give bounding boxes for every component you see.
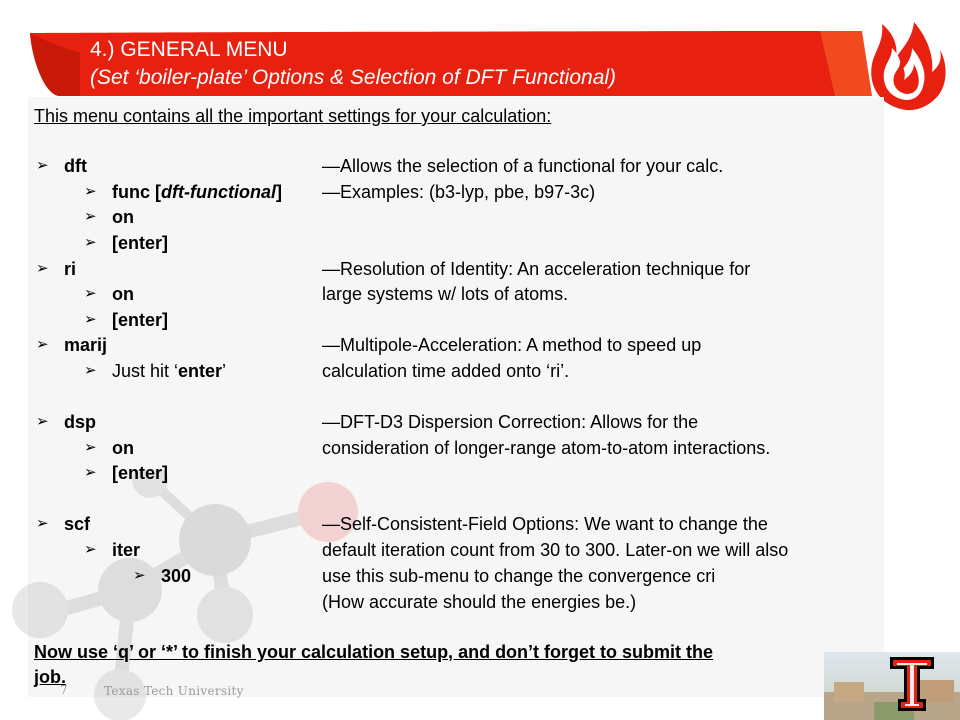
bullet-icon: ➢ <box>84 464 97 481</box>
dft-label: dft <box>64 156 87 176</box>
scf-desc2: default iteration count from 30 to 300. Later-on we will also <box>322 540 789 560</box>
bullet-icon: ➢ <box>84 234 97 251</box>
bullet-icon: ➢ <box>36 413 49 430</box>
dft-desc: —Allows the selection of a functional for your calc. <box>322 156 724 176</box>
scf-label: scf <box>64 514 91 534</box>
dsp-enter-label: [enter] <box>112 463 169 483</box>
ri-label: ri <box>64 259 77 279</box>
marij-label: marij <box>64 335 108 355</box>
bullet-icon: ➢ <box>84 183 97 200</box>
slide-title: 4.) GENERAL MENU <box>90 38 288 61</box>
scf-desc3: use this sub-menu to change the convergence cri <box>322 566 716 586</box>
bullet-icon: ➢ <box>36 260 49 277</box>
bullet-icon: ➢ <box>84 311 97 328</box>
dft-enter-label: [enter] <box>112 233 169 253</box>
footer-university: Texas Tech University <box>104 684 244 698</box>
dsp-desc2: consideration of longer-range atom-to-atom interactions. <box>322 438 771 458</box>
bullet-icon: ➢ <box>84 285 97 302</box>
bullet-icon: ➢ <box>36 336 49 353</box>
slide-subtitle: (Set ‘boiler-plate’ Options & Selection of DFT Functional) <box>90 66 617 89</box>
dsp-on-label: on <box>112 438 134 458</box>
ri-desc: —Resolution of Identity: An acceleration technique for <box>322 259 751 279</box>
bullet-icon: ➢ <box>84 208 97 225</box>
scf-desc4: (How accurate should the energies be.) <box>322 592 637 612</box>
marij-sub-label: Just hit ‘enter’ <box>112 361 227 381</box>
bullet-icon: ➢ <box>36 157 49 174</box>
ri-enter-label: [enter] <box>112 310 169 330</box>
bullet-icon: ➢ <box>84 362 97 379</box>
ri-on-label: on <box>112 284 134 304</box>
intro-text: This menu contains all the important settings for your calculation: <box>34 106 552 126</box>
title-banner <box>0 0 960 100</box>
closing-line-1: Now use ‘q’ or ‘*’ to finish your calculation setup, and don’t forget to submit the <box>34 642 714 662</box>
bullet-icon: ➢ <box>133 567 146 584</box>
double-t-logo-icon <box>888 655 936 713</box>
dsp-desc: —DFT-D3 Dispersion Correction: Allows for the <box>322 412 699 432</box>
func-desc: —Examples: (b3-lyp, pbe, b97-3c) <box>322 182 596 202</box>
ri-desc2: large systems w/ lots of atoms. <box>322 284 569 304</box>
closing-line-2: job. <box>34 667 66 687</box>
page-number: 7 <box>60 683 68 697</box>
scf-desc: —Self-Consistent-Field Options: We want to change the <box>322 514 768 534</box>
marij-desc: —Multipole-Acceleration: A method to speed up <box>322 335 702 355</box>
iter-label: iter <box>112 540 141 560</box>
dft-on-label: on <box>112 207 134 227</box>
bullet-icon: ➢ <box>36 515 49 532</box>
bullet-icon: ➢ <box>84 541 97 558</box>
bullet-icon: ➢ <box>84 439 97 456</box>
func-label: func [dft-functional] <box>112 182 282 202</box>
iter-value: 300 <box>161 566 192 586</box>
dsp-label: dsp <box>64 412 97 432</box>
marij-desc2: calculation time added onto ‘ri’. <box>322 361 570 381</box>
